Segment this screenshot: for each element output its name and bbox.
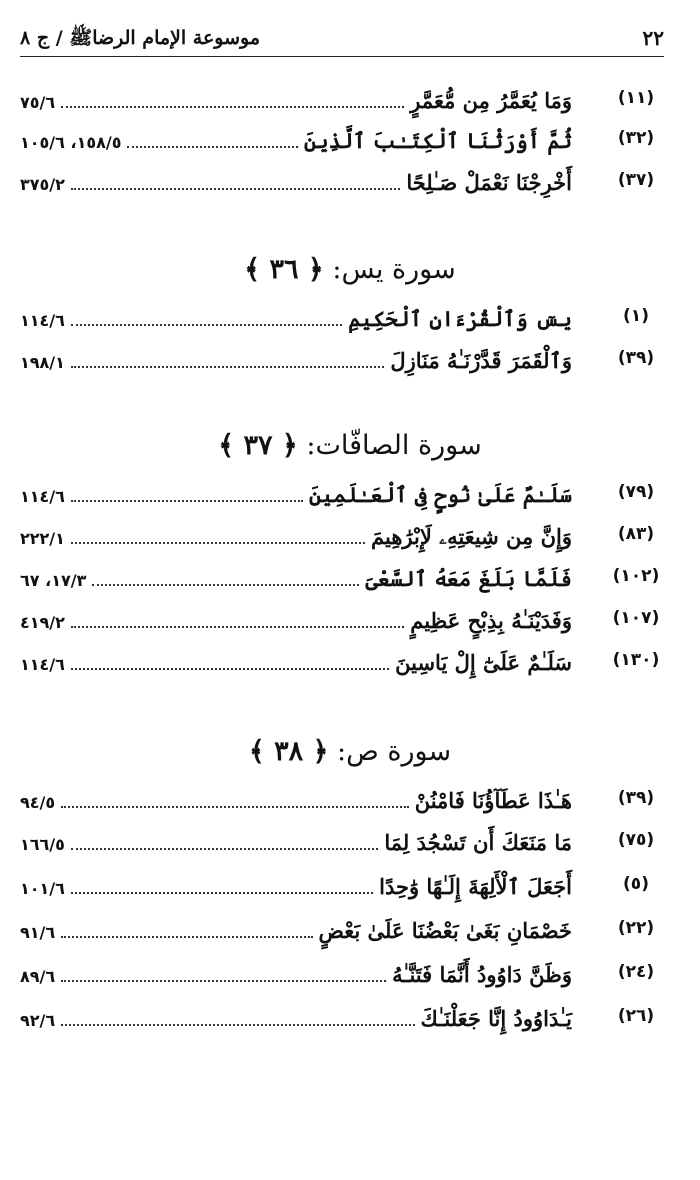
surah-heading (0, 254, 700, 285)
verse-number: (٣٢) (617, 128, 655, 148)
volume-page-ref: ١٦٦/٥ (20, 835, 65, 854)
surah-name: سورة ص: (337, 736, 452, 767)
running-title: موسوعة الإمام الرضاﷺ / ج ٨ (20, 27, 261, 49)
verse-number: (٣٩) (617, 348, 655, 368)
leader-dots (61, 914, 312, 938)
volume-page-ref: ١٥٨/٥، ١٠٥/٦ (20, 133, 122, 152)
volume-page-ref: ١٠١/٦ (20, 879, 65, 898)
leader-dots (71, 478, 303, 502)
index-entry (20, 520, 664, 554)
index-entry (20, 478, 664, 512)
surah-heading (0, 736, 700, 767)
leader-dots (71, 870, 373, 894)
leader-dots (61, 784, 409, 808)
index-entry (20, 914, 664, 948)
volume-page-ref: ١٧/٣، ٦٧ (20, 571, 87, 590)
verse-number: (٢٦) (617, 1006, 655, 1026)
surah-number: ﴿ ٣٨ ﴾ (248, 736, 329, 767)
surah-number: ﴿ ٣٦ ﴾ (244, 254, 324, 285)
verse-number: (٨٣) (617, 524, 655, 544)
leader-dots (71, 604, 404, 628)
page-header (20, 22, 664, 57)
verse-number: (١) (623, 306, 649, 326)
verse-text: سَلَـٰمٌ عَلَىٰ نُوحٍ فِى ٱلْعَـٰلَمِينَ (308, 482, 572, 507)
leader-dots (71, 344, 384, 368)
surah-heading (0, 430, 700, 461)
leader-dots (71, 166, 400, 190)
index-entry (20, 344, 664, 378)
index-entry (20, 1002, 664, 1036)
volume-page-ref: ١١٤/٦ (20, 655, 65, 674)
verse-number: (١٠٢) (612, 566, 660, 586)
verse-text: سَلَـٰمٌ عَلَىٰٓ إِلْ يَاسِينَ (395, 650, 572, 675)
leader-dots (61, 958, 386, 982)
verse-text: وَٱلْقَمَرَ قَدَّرْنَـٰهُ مَنَازِلَ (390, 348, 572, 373)
index-entry (20, 784, 664, 818)
verse-text: يَـٰدَاوُودُ إِنَّا جَعَلْنَـٰكَ (420, 1006, 572, 1031)
index-entry (20, 826, 664, 860)
index-entry (20, 166, 664, 200)
volume-page-ref: ٢٢٢/١ (20, 529, 65, 548)
verse-number: (٢٤) (617, 962, 655, 982)
leader-dots (127, 124, 298, 148)
verse-number: (٣٩) (617, 788, 655, 808)
leader-dots (71, 520, 365, 544)
index-entry (20, 870, 664, 904)
leader-dots (71, 302, 342, 326)
surah-number: ﴿ ٣٧ ﴾ (218, 430, 298, 461)
index-entry (20, 84, 664, 118)
verse-text: وَفَدَيْنَـٰهُ بِذِبْحٍ عَظِيمٍ (410, 608, 572, 633)
leader-dots (92, 562, 359, 586)
index-entry (20, 958, 664, 992)
volume-page-ref: ٩٢/٦ (20, 1011, 56, 1030)
verse-text: وَإِنَّ مِن شِيعَتِهِۦ لَإِبْرَٰهِيمَ (371, 524, 572, 549)
verse-number: (٧٥) (617, 830, 655, 850)
index-entry (20, 124, 664, 158)
verse-text: يسٓ وَٱلْقُرْءَانِ ٱلْحَكِيمِ (348, 306, 572, 331)
volume-page-ref: ١١٤/٦ (20, 487, 65, 506)
leader-dots (61, 1002, 414, 1026)
volume-page-ref: ٩١/٦ (20, 923, 56, 942)
verse-number: (٧٩) (617, 482, 655, 502)
verse-number: (١١) (617, 88, 655, 108)
verse-text: ثُمَّ أَوْرَثْنَا ٱلْكِتَـٰبَ ٱلَّذِينَ (303, 128, 572, 153)
verse-text: خَصْمَانِ بَغَىٰ بَعْضُنَا عَلَىٰ بَعْضٍ (318, 918, 572, 943)
index-entry (20, 562, 664, 596)
verse-text: وَمَا يُعَمَّرُ مِن مُّعَمَّرٍ (410, 88, 572, 113)
volume-page-ref: ٧٥/٦ (20, 93, 56, 112)
leader-dots (61, 84, 404, 108)
verse-number: (١٠٧) (612, 608, 660, 628)
verse-text: أَجَعَلَ ٱلْأَلِهَةَ إِلَـٰهًا وَٰحِدًا (379, 874, 572, 899)
volume-page-ref: ٣٧٥/٢ (20, 175, 65, 194)
index-entry (20, 646, 664, 680)
volume-page-ref: ٤١٩/٢ (20, 613, 65, 632)
volume-page-ref: ٩٤/٥ (20, 793, 56, 812)
index-entry (20, 302, 664, 336)
verse-text: وَظَنَّ دَاوُودُ أَنَّمَا فَتَنَّـٰهُ (392, 962, 572, 987)
page-number: ٢٢ (642, 26, 664, 50)
surah-name: سورة يس: (332, 254, 456, 285)
verse-text: أَخْرِجْنَا نَعْمَلْ صَـٰلِحًا (406, 170, 572, 195)
verse-text: مَا مَنَعَكَ أَن تَسْجُدَ لِمَا (384, 830, 572, 855)
leader-dots (71, 826, 378, 850)
verse-number: (٣٧) (617, 170, 655, 190)
verse-text: هَـٰذَا عَطَآؤُنَا فَامْنُنْ (414, 788, 572, 813)
leader-dots (71, 646, 389, 670)
index-entry (20, 604, 664, 638)
verse-text: فَلَمَّا بَلَغَ مَعَهُ ٱلسَّعْىَ (365, 566, 572, 591)
volume-page-ref: ٨٩/٦ (20, 967, 56, 986)
volume-page-ref: ١٩٨/١ (20, 353, 65, 372)
verse-number: (٢٢) (617, 918, 655, 938)
volume-page-ref: ١١٤/٦ (20, 311, 65, 330)
surah-name: سورة الصافّات: (306, 430, 482, 461)
verse-number: (٥) (623, 874, 649, 894)
verse-number: (١٣٠) (612, 650, 660, 670)
